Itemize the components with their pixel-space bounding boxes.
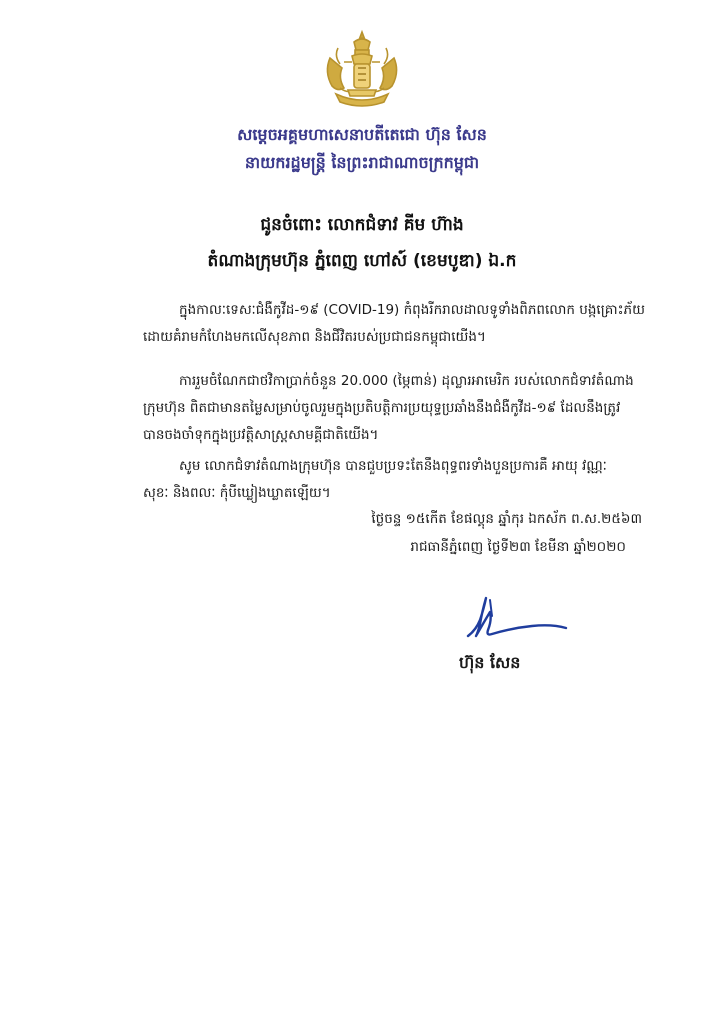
recipient-name: ជូនចំពោះ លោកជំទាវ គីម ហ៊ាង [260,215,464,235]
paragraph-1-line-2: ដោយគំរាមកំហែងមកលើសុខភាព និងជីវិតរបស់ប្រជាជនកម្ពុជាយើង។ [143,329,486,345]
signatory-name: ហ៊ុន សែន [459,653,521,672]
paragraph-2-line-3: បានចងចាំទុកក្នុងប្រវត្តិសាស្ត្រសាមគ្គីជាតិយើង។ [143,427,379,443]
place-and-solar-date: រាជធានីភ្នំពេញ ថ្ងៃទី២៣ ខែមីនា ឆ្នាំ២០២០ [410,539,626,555]
paragraph-3-line-2: សុខៈ និងពលៈ កុំបីឃ្លៀងឃ្លាតឡើយ។ [143,485,331,501]
paragraph-2-line-2: ក្រុមហ៊ុន ពិតជាមានតម្លៃសម្រាប់ចូលរួមក្នុងប្រតិបត្តិការប្រយុទ្ធប្រឆាំងនឹងជំងឺកូវីដ-១៩ ដែលនឹងត្រូវ [143,400,621,416]
paragraph-1-line-1: ក្នុងកាលៈទេសៈជំងឺកូវីដ-១៩ (COVID-19) កំពុងរីករាលដាលទូទាំងពិភពលោក បង្កគ្រោះភ័យ [179,302,645,318]
royal-coat-of-arms-icon [318,28,406,112]
handwritten-signature-icon [462,590,572,642]
paragraph-2 [143,368,643,449]
paragraph-1 [143,297,643,351]
author-position: នាយករដ្ឋមន្ត្រី នៃព្រះរាជាណាចក្រកម្ពុជា [244,153,480,172]
paragraph-3 [143,453,643,507]
lunar-date: ថ្ងៃចន្ទ ១៥កើត ខែផល្គុន ឆ្នាំកុរ ឯកស័ក ព.ស.២៥៦៣ [371,511,642,527]
author-title: សម្ដេចអគ្គមហាសេនាបតីតេជោ ហ៊ុន សែន [237,125,487,144]
recipient-company: តំណាងក្រុមហ៊ុន ភ្នំពេញ ហៅស៍ (ខេមបូឌា) ឯ.ក [207,251,517,271]
paragraph-3-line-1: សូម លោកជំទាវតំណាងក្រុមហ៊ុន បានជួបប្រទះតែនឹងពុទ្ធពរទាំងបួនប្រការគឺ អាយុ វណ្ណៈ [179,458,607,474]
paragraph-2-line-1: ការរួមចំណែកជាថវិកាប្រាក់ចំនួន 20.000 (ម្ភៃពាន់) ដុល្លារអាមេរិក របស់លោកជំទាវតំណាង [179,373,634,389]
